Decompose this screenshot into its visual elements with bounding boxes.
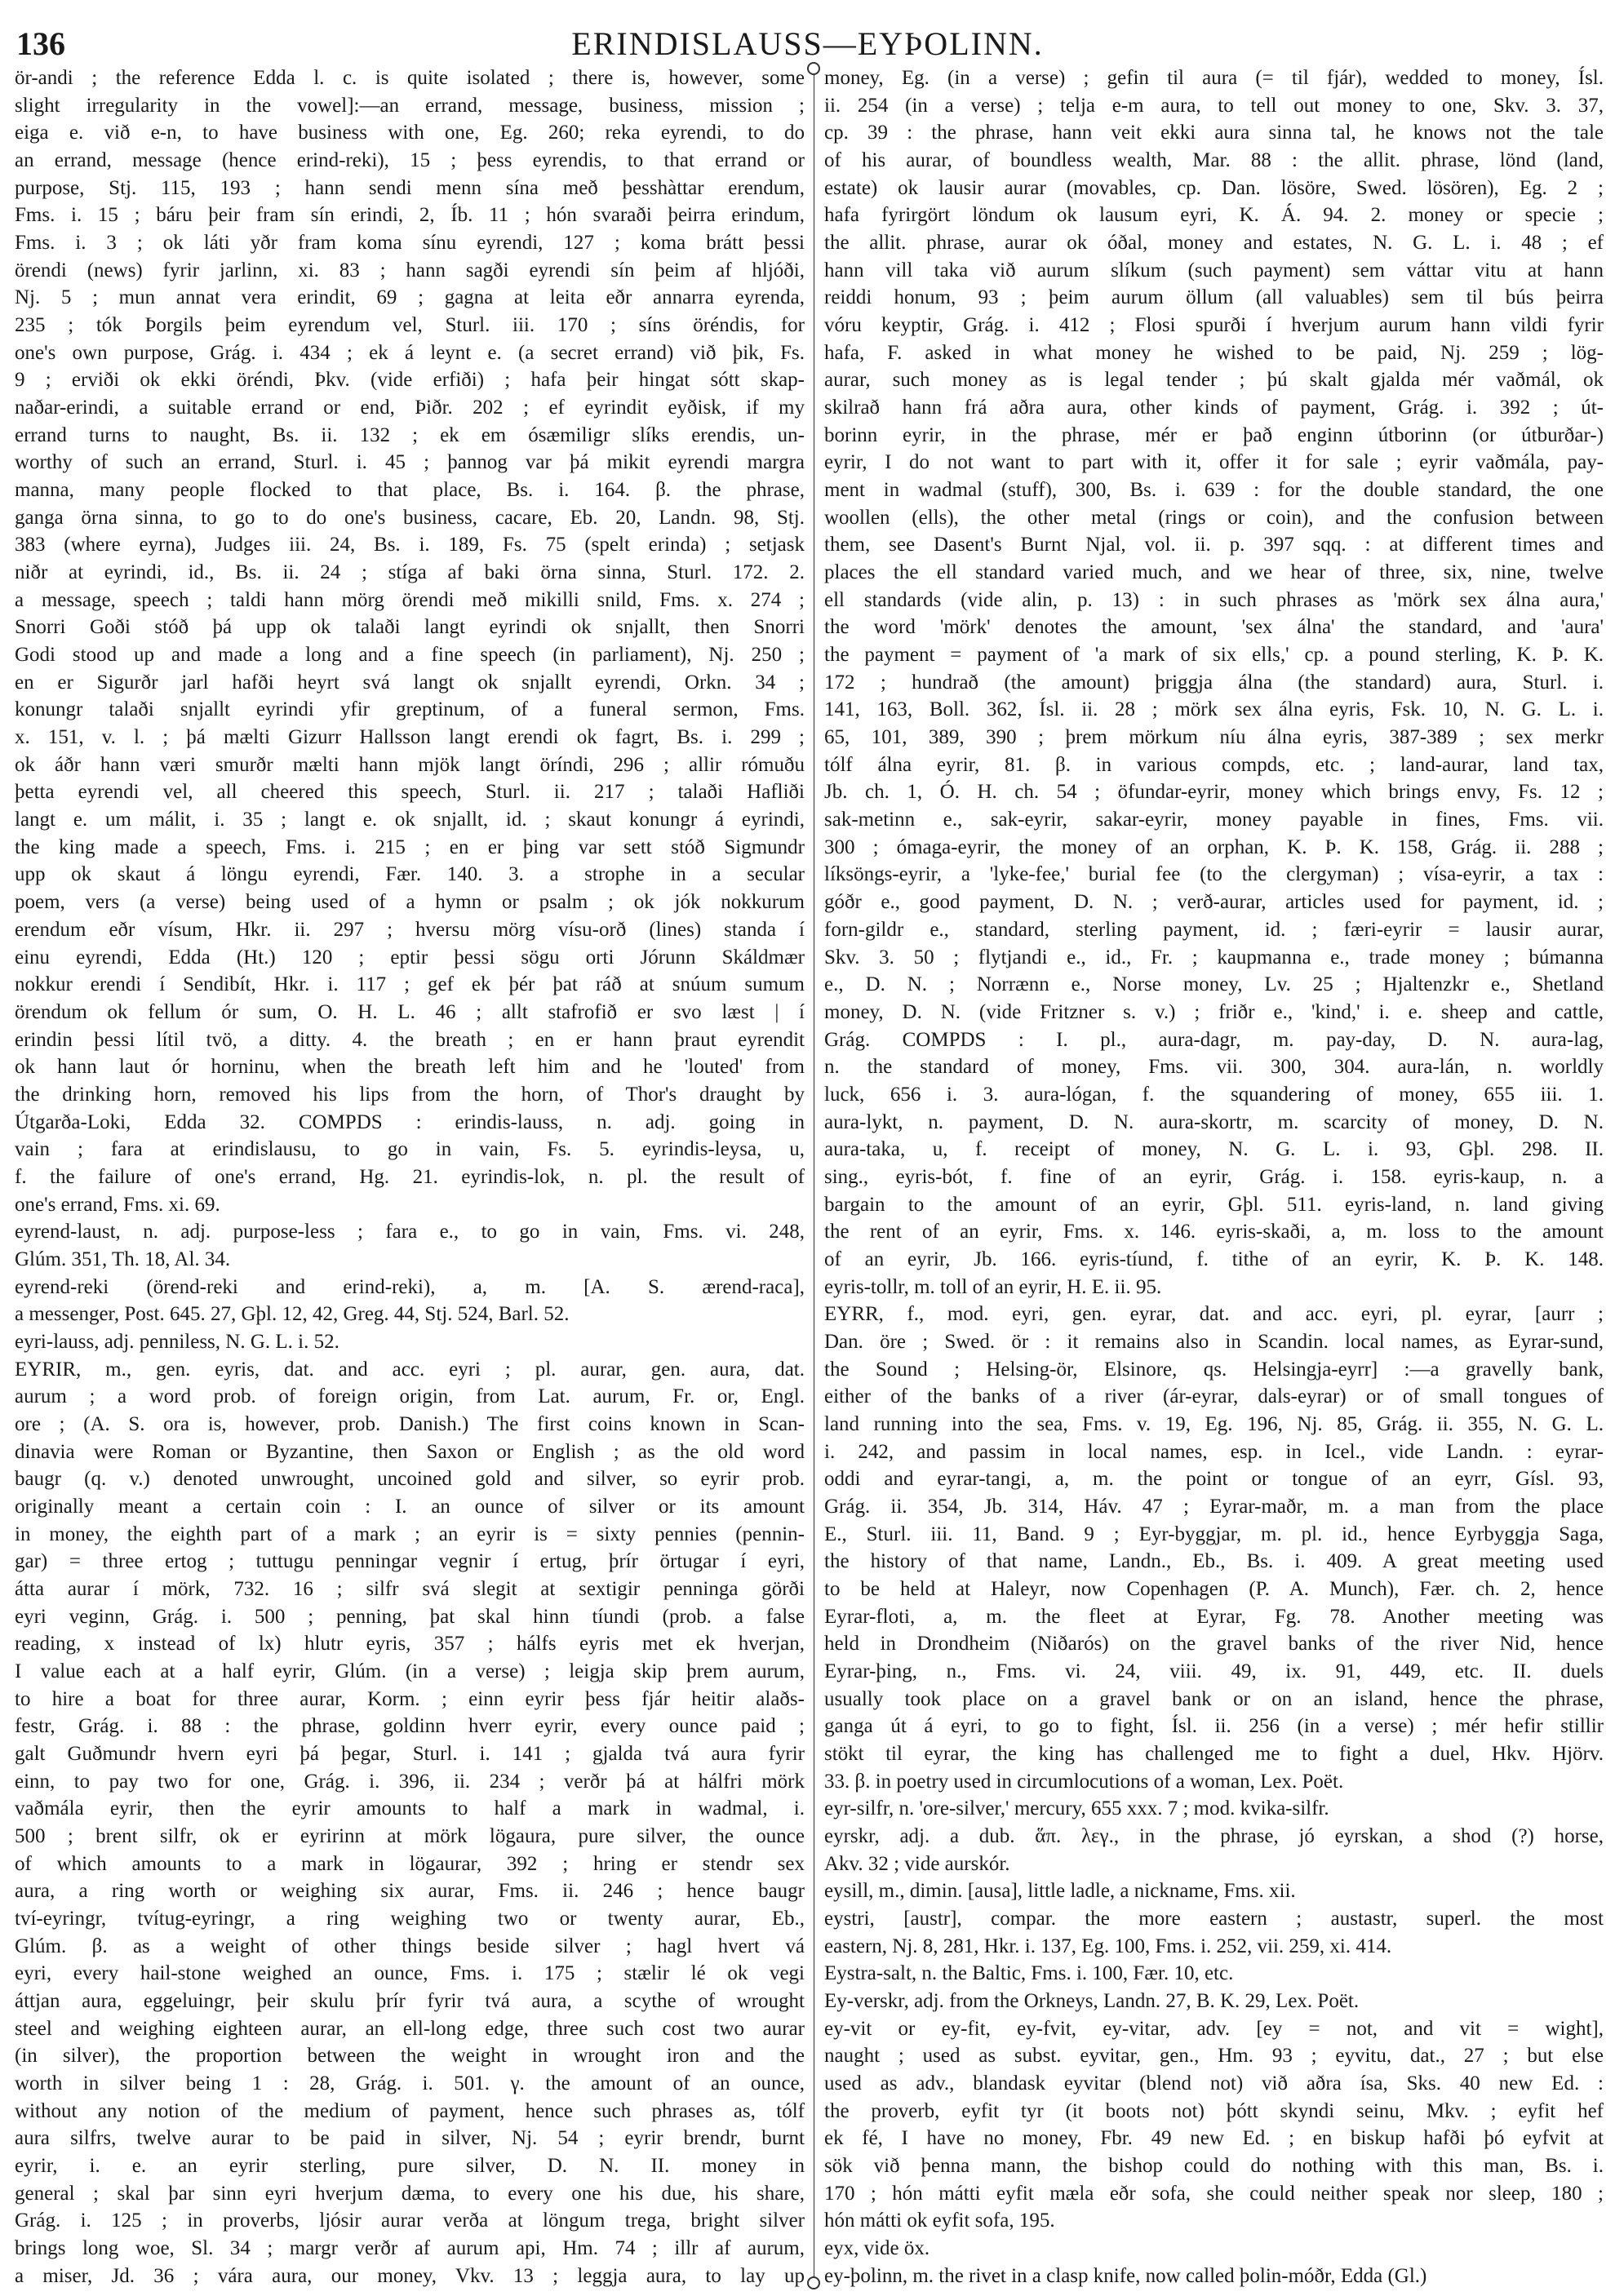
- text-line: Jb. ch. 1, Ó. H. ch. 54 ; öfundar-eyrir, money which brings envy, Fs. 12 ;: [824, 781, 1604, 804]
- text-line: held in Drondheim (Niðarós) on the gravel banks of the river Nid, hence: [824, 1633, 1604, 1656]
- text-line: forn-gildr e., standard, sterling payment, id. ; færi-eyrir = lausir aurar,: [824, 918, 1604, 941]
- text-line: ganga örna sinna, to go to do one's business, cacare, Eb. 20, Landn. 98, Stj.: [15, 506, 805, 529]
- text-line: aura-lykt, n. payment, D. N. aura-skortr, m. scarcity of money, D. N.: [824, 1110, 1604, 1133]
- text-line: góðr e., good payment, D. N. ; verð-aurar, articles used for payment, id. ;: [824, 891, 1604, 914]
- text-line: vain ; fara at erindislausu, to go in vain, Fs. 5. eyrindis-leysa, u,: [15, 1138, 805, 1161]
- text-line: Godi stood up and made a long and a fine speech (in parliament), Nj. 250 ;: [15, 644, 805, 667]
- text-line: eastern, Nj. 8, 281, Hkr. i. 137, Eg. 100, Fms. i. 252, vii. 259, xi. 414.: [824, 1935, 1392, 1957]
- text-line: x. 151, v. l. ; þá mælti Gizurr Hallsson langt erendi ok fagrt, Bs. i. 299 ;: [15, 726, 805, 749]
- text-line: the word 'mörk' denotes the amount, 'sex álna' the standard, and 'aura': [824, 616, 1604, 639]
- text-line: erindin þessi lítil tvö, a ditty. 4. the breath ; en er hann þraut eyrendit: [15, 1028, 805, 1051]
- text-line: eyx, vide öx.: [824, 2237, 930, 2260]
- text-line: ey-vit or ey-fit, ey-fvit, ey-vitar, adv. [ey = not, and vit = wight],: [824, 2017, 1604, 2040]
- page-number: 136: [16, 25, 65, 62]
- text-line: f. the failure of one's errand, Hg. 21. eyrindis-lok, n. pl. the result of: [15, 1165, 805, 1188]
- text-line: 33. β. in poetry used in circumlocutions of a woman, Lex. Poët.: [824, 1770, 1344, 1793]
- text-line: ok áðr hann væri smurðr mælti hann mjök langt öríndi, 296 ; allir rómuðu: [15, 753, 805, 776]
- text-line: e., D. N. ; Norrænn e., Norse money, Lv. 25 ; Hjaltenzkr e., Shetland: [824, 973, 1604, 996]
- text-line: the history of that name, Landn., Eb., Bs. i. 409. A great meeting used: [824, 1550, 1604, 1573]
- text-line: hann vill taka við aurum slíkum (such payment) sem váttar vitu at hann: [824, 259, 1604, 281]
- text-line: ii. 254 (in a verse) ; telja e-m aura, to tell out money to one, Skv. 3. 37,: [824, 94, 1604, 117]
- text-line: Glúm. β. as a weight of other things beside silver ; hagl hvert vá: [15, 1935, 805, 1957]
- text-line: (in silver), the proportion between the weight in wrought iron and the: [15, 2045, 805, 2068]
- text-line: Grág. ii. 354, Jb. 314, Háv. 47 ; Eyrar-maðr, m. a man from the place: [824, 1495, 1604, 1518]
- text-line: dinavia were Roman or Byzantine, then Saxon or English ; as the old word: [15, 1440, 805, 1463]
- text-line: a message, speech ; taldi hann mörg örendi með mikilli snild, Fms. x. 274 ;: [15, 588, 805, 611]
- text-line: en er Sigurðr jarl hafði heyrt svá langt ok snjallt eyrendi, Orkn. 34 ;: [15, 671, 805, 694]
- text-line: either of the banks of a river (ár-eyrar, dals-eyrar) or of small tongues of: [824, 1385, 1604, 1408]
- text-line: niðr at eyrindi, id., Bs. ii. 24 ; stíga af baki örna sinna, Sturl. 172. 2.: [15, 561, 805, 584]
- text-line: hafa, F. asked in what money he wished to be paid, Nj. 259 ; lög-: [824, 341, 1604, 364]
- text-line: one's errand, Fms. xi. 69.: [15, 1193, 220, 1216]
- text-line: Nj. 5 ; mun annat vera erindit, 69 ; gagna at leita eðr annarra eyrenda,: [15, 286, 805, 309]
- text-line: Snorri Goði stóð þá upp ok talaði langt eyrindi ok snjallt, then Snorri: [15, 616, 805, 639]
- text-line: cp. 39 : the phrase, hann veit ekki aura sinna tal, he knows not the tale: [824, 122, 1604, 144]
- text-line: Eyrar-þing, n., Fms. vi. 24, viii. 49, ix. 91, 449, etc. II. duels: [824, 1660, 1604, 1682]
- text-line: Fms. i. 3 ; ok láti yðr fram koma sínu eyrendi, 127 ; koma brátt þessi: [15, 232, 805, 255]
- text-line: the drinking horn, removed his lips from the horn, of Thor's draught by: [15, 1083, 805, 1106]
- text-line: steel and weighing eighteen aurar, an ell-long edge, three such cost two aurar: [15, 2017, 805, 2040]
- text-line: eystri, [austr], compar. the more eastern ; austastr, superl. the most: [824, 1908, 1604, 1930]
- text-line: eyri-lauss, adj. penniless, N. G. L. i. 52.: [15, 1330, 339, 1353]
- text-line: ek fé, I have no money, Fbr. 49 new Ed. ; en biskup hafði þó eyfvit at: [824, 2127, 1604, 2150]
- text-line: eyri veginn, Grág. i. 500 ; penning, þat skal hinn tíundi (prob. a false: [15, 1605, 805, 1628]
- text-line: luck, 656 i. 3. aura-lógan, f. the squandering of money, 655 iii. 1.: [824, 1083, 1604, 1106]
- text-line: vaðmála eyrir, then the eyrir amounts to half a mark in wadmal, i.: [15, 1797, 805, 1820]
- text-line: Dan. öre ; Swed. ör : it remains also in Scandin. local names, as Eyrar-sund,: [824, 1330, 1604, 1353]
- text-line: 383 (where eyrna), Judges iii. 24, Bs. i. 189, Fs. 75 (spelt erinda) ; setjask: [15, 534, 805, 556]
- text-line: baugr (q. v.) denoted unwrought, uncoined gold and silver, so eyrir prob.: [15, 1468, 805, 1491]
- text-line: used as adv., blandask eyvitar (blend not) við aðra ísa, Sks. 40 new Ed. :: [824, 2072, 1604, 2095]
- text-line: einu eyrendi, Edda (Ht.) 120 ; eptir þessi sögu orti Jórunn Skáldmær: [15, 946, 805, 968]
- text-line: eysill, m., dimin. [ausa], little ladle, a nickname, Fms. xii.: [824, 1880, 1296, 1903]
- text-line: to hire a boat for three aurar, Korm. ; einn eyrir þess fjár heitir alaðs-: [15, 1687, 805, 1710]
- text-line: aurar, such money as is legal tender ; þú skalt gjalda mér vaðmál, ok: [824, 369, 1604, 392]
- text-line: tví-eyringr, tvítug-eyringr, a ring weighing two or twenty aurar, Eb.,: [15, 1908, 805, 1930]
- text-line: Grág. i. 125 ; in proverbs, ljósir aurar verða at löngum trega, bright silver: [15, 2210, 805, 2232]
- text-line: of his aurar, of boundless wealth, Mar. 88 : the allit. phrase, lönd (land,: [824, 149, 1604, 172]
- text-line: þetta eyrendi vel, all cheered this speech, Sturl. ii. 217 ; talaði Hafliði: [15, 781, 805, 804]
- text-line: örendi (news) fyrir jarlinn, xi. 83 ; hann sagði eyrendi sín þeim af hljóði,: [15, 259, 805, 281]
- text-line: money, Eg. (in a verse) ; gefin til aura (= til fjár), wedded to money, Ísl.: [824, 67, 1604, 89]
- text-line: worth in silver being 1 : 28, Grág. i. 501. γ. the amount of an ounce,: [15, 2072, 805, 2095]
- text-line: to be held at Haleyr, now Copenhagen (P. A. Munch), Fær. ch. 2, hence: [824, 1577, 1604, 1600]
- text-line: langt e. um málit, i. 35 ; langt e. ok snjallt, id. ; skaut konungr á eyrindi,: [15, 809, 805, 831]
- text-line: galt Guðmundr hvern eyri þá þegar, Sturl. i. 141 ; gjalda tvá aura fyrir: [15, 1742, 805, 1765]
- text-line: hafa fyrirgört löndum ok lausum eyri, K. Á. 94. 2. money or specie ;: [824, 204, 1604, 227]
- text-line: erendum eðr vísum, Hkr. ii. 297 ; hversu mörg vísu-orð (lines) standa í: [15, 918, 805, 941]
- text-line: them, see Dasent's Burnt Njal, vol. ii. p. 397 sqq. : at different times and: [824, 534, 1604, 556]
- text-line: 172 ; hundrað (the amount) þriggja álna (the standard) aura, Sturl. i.: [824, 671, 1604, 694]
- text-line: sing., eyris-bót, f. fine of an eyrir, Grág. i. 158. eyris-kaup, n. a: [824, 1165, 1604, 1188]
- text-line: Eyrar-floti, a, m. the fleet at Eyrar, Fg. 78. Another meeting was: [824, 1605, 1604, 1628]
- text-line: brings long woe, Sl. 34 ; margr verðr af aurum api, Hm. 74 ; illr af aurum,: [15, 2237, 805, 2260]
- text-line: of which amounts to a mark in lögaurar, 392 ; hring er stendr sex: [15, 1852, 805, 1875]
- text-line: eyri, every hail-stone weighed an ounce, Fms. i. 175 ; stælir lé ok vegi: [15, 1962, 805, 1985]
- text-line: einn, to pay two for one, Grág. i. 396, ii. 234 ; verðr þá at hálfri mörk: [15, 1770, 805, 1793]
- text-line: reiddi honum, 93 ; þeim aurum öllum (all valuables) sem til bús þeirra: [824, 286, 1604, 309]
- text-line: eyrir, i. e. an eyrir sterling, pure silver, D. N. II. money in: [15, 2155, 805, 2178]
- text-line: the allit. phrase, aurar ok óðal, money and estates, N. G. L. i. 48 ; ef: [824, 232, 1604, 255]
- text-line: sak-metinn e., sak-eyrir, sakar-eyrir, money payable in fines, Fms. vii.: [824, 809, 1604, 831]
- text-line: slight irregularity in the vowel]:—an errand, message, business, mission ;: [15, 94, 805, 117]
- text-line: nokkur erendi í Sendibít, Hkr. i. 117 ; gef ek þér þat ráð at snúum sumum: [15, 973, 805, 996]
- text-line: Fms. i. 15 ; báru þeir fram sín erindi, 2, Íb. 11 ; hón svaraði þeirra erindum,: [15, 204, 805, 227]
- text-line: reading, x instead of lx) hlutr eyris, 357 ; hálfs eyris met ek hverjan,: [15, 1633, 805, 1656]
- text-line: n. the standard of money, Fms. vii. 300, 304. aura-lán, n. worldly: [824, 1056, 1604, 1079]
- text-line: ok hann laut ór horninu, when the breath left him and he 'louted' from: [15, 1056, 805, 1079]
- text-line: Ey-verskr, adj. from the Orkneys, Landn. 27, B. K. 29, Lex. Poët.: [824, 1990, 1360, 2013]
- text-line: ore ; (A. S. ora is, however, prob. Danish.) The first coins known in Scan-: [15, 1412, 805, 1435]
- text-line: of an eyrir, Jb. 166. eyris-tíund, f. tithe of an eyrir, K. Þ. K. 148.: [824, 1248, 1604, 1270]
- text-line: eyr-silfr, n. 'ore-silver,' mercury, 655 xxx. 7 ; mod. kvika-silfr.: [824, 1797, 1329, 1820]
- text-line: originally meant a certain coin : I. an ounce of silver or its amount: [15, 1495, 805, 1518]
- text-line: general ; skal þar sinn eyri hverjum dæma, to every one his due, his share,: [15, 2182, 805, 2205]
- text-line: in money, the eighth part of a mark ; an eyrir is = sixty pennies (pennin-: [15, 1523, 805, 1545]
- divider-ornament-bottom-icon: [807, 2276, 820, 2289]
- text-line: one's own purpose, Grág. i. 434 ; ek á leynt e. (a secret errand) við þik, Fs.: [15, 341, 805, 364]
- text-line: líksöngs-eyrir, a 'lyke-fee,' burial fee (to the clergyman) ; vísa-eyrir, a tax :: [824, 863, 1604, 886]
- text-line: naðar-erindi, a suitable errand or end, Þiðr. 202 ; ef eyrindit eyðisk, if my: [15, 397, 805, 419]
- text-line: without any notion of the medium of payment, hence such phrases as, tólf: [15, 2099, 805, 2122]
- text-line: 170 ; hón mátti eyfit mæla eðr sofa, she could neither speak nor sleep, 180 ;: [824, 2182, 1604, 2205]
- text-line: Akv. 32 ; vide aurskór.: [824, 1852, 1010, 1875]
- text-line: 300 ; ómaga-eyrir, the money of an orphan, K. Þ. K. 158, Grág. ii. 288 ;: [824, 836, 1604, 858]
- text-line: usually took place on a gravel bank or on an island, hence the phrase,: [824, 1687, 1604, 1710]
- text-line: eyrend-reki (örend-reki and erind-reki), a, m. [A. S. ærend-raca],: [15, 1275, 805, 1298]
- text-line: ey-þolinn, m. the rivet in a clasp knife, now called þolin-móðr, Edda (Gl.): [824, 2264, 1427, 2287]
- text-line: eiga e. við e-n, to have business with one, Eg. 260; reka eyrendi, to do: [15, 122, 805, 144]
- text-line: purpose, Stj. 115, 193 ; hann sendi menn sína með þesshàttar erendum,: [15, 176, 805, 199]
- text-line: borinn eyrir, in the phrase, mér er það enginn útborinn (or útburðar-): [824, 423, 1604, 446]
- text-line: hón mátti ok eyfit sofa, 195.: [824, 2210, 1055, 2232]
- right-column: [824, 65, 1604, 2289]
- text-line: EYRIR, m., gen. eyris, dat. and acc. eyri ; pl. aurar, gen. aura, dat.: [15, 1358, 805, 1381]
- text-line: aura-taka, u, f. receipt of money, N. G. L. i. 93, Gþl. 298. II.: [824, 1138, 1604, 1161]
- text-line: ment in wadmal (stuff), 300, Bs. i. 639 : for the double standard, the one: [824, 479, 1604, 502]
- text-line: festr, Grág. i. 88 : the phrase, goldinn hverr eyrir, every ounce paid ;: [15, 1715, 805, 1738]
- text-line: estate) ok lausir aurar (movables, cp. Dan. lösöre, Swed. lösören), Eg. 2 ;: [824, 176, 1604, 199]
- text-line: sök við þenna mann, the bishop could do nothing with this man, Bs. i.: [824, 2155, 1604, 2178]
- text-line: aura silfrs, twelve aurar to be paid in silver, Nj. 54 ; eyrir brendr, burnt: [15, 2127, 805, 2150]
- text-line: Skv. 3. 50 ; flytjandi e., id., Fr. ; kaupmanna e., trade money ; búmanna: [824, 946, 1604, 968]
- text-line: worthy of such an errand, Sturl. i. 45 ; þannog var þá mikit eyrendi margra: [15, 451, 805, 474]
- text-line: 141, 163, Boll. 362, Ísl. ii. 28 ; mörk sex álna eyris, Fsk. 10, N. G. L. i.: [824, 698, 1604, 721]
- text-line: money, D. N. (vide Fritzner s. v.) ; friðr e., 'kind,' i. e. sheep and cattle,: [824, 1000, 1604, 1023]
- text-line: places the ell standard varied much, and we hear of three, six, nine, twelve: [824, 561, 1604, 584]
- text-line: eyris-tollr, m. toll of an eyrir, H. E. ii. 95.: [824, 1275, 1162, 1298]
- text-line: woollen (ells), the other metal (rings or coin), and the confusion between: [824, 506, 1604, 529]
- text-line: the king made a speech, Fms. i. 215 ; en er þing var sett stóð Sigmundr: [15, 836, 805, 858]
- text-line: 9 ; erviði ok ekki öréndi, Þkv. (vide erfiði) ; hafa þeir hingat sótt skap-: [15, 369, 805, 392]
- text-line: poem, vers (a verse) being used of a hymn or psalm ; ok jók nokkurum: [15, 891, 805, 914]
- text-line: ganga út á eyri, to go to fight, Ísl. ii. 256 (in a verse) ; mér hefir stillir: [824, 1715, 1604, 1738]
- left-column: [15, 65, 805, 2289]
- text-line: eyrskr, adj. a dub. ἅπ. λεγ., in the phrase, jó eyrskan, a shod (?) horse,: [824, 1825, 1604, 1847]
- text-line: eyrend-laust, n. adj. purpose-less ; fara e., to go in vain, Fms. vi. 248,: [15, 1221, 805, 1243]
- text-line: a messenger, Post. 645. 27, Gþl. 12, 42, Greg. 44, Stj. 524, Barl. 52.: [15, 1303, 570, 1326]
- text-line: aurum ; a word prob. of foreign origin, from Lat. aurum, Fr. or, Engl.: [15, 1385, 805, 1408]
- text-line: 65, 101, 389, 390 ; þrem mörkum níu álna eyris, 387-389 ; sex merkr: [824, 726, 1604, 749]
- text-line: the proverb, eyfit tyr (it boots not) þótt skyndi seinu, Mkv. ; eyfit hef: [824, 2099, 1604, 2122]
- text-line: skilrað hann frá aðra aura, other kinds of payment, Grág. i. 392 ; út-: [824, 397, 1604, 419]
- text-line: the Sound ; Helsing-ör, Elsinore, qs. Helsingja-eyrr] :—a gravelly bank,: [824, 1358, 1604, 1381]
- text-line: konungr talaði snjallt eyrindi yfir greptinum, of a funeral sermon, Fms.: [15, 698, 805, 721]
- text-line: a miser, Jd. 36 ; vára aura, our money, Vkv. 13 ; leggja aura, to lay up: [15, 2264, 805, 2287]
- text-line: ör-andi ; the reference Edda l. c. is quite isolated ; there is, however, some: [15, 67, 805, 89]
- text-line: bargain to the amount of an eyrir, Gþl. 511. eyris-land, n. land giving: [824, 1193, 1604, 1216]
- text-line: vóru keyptir, Grág. i. 412 ; Flosi spurði í hverjum aurum hann vildi fyrir: [824, 314, 1604, 337]
- text-line: i. 242, and passim in local names, esp. in Icel., vide Landn. : eyrar-: [824, 1440, 1604, 1463]
- text-line: tólf álna eyrir, 81. β. in various compds, etc. ; land-aurar, land tax,: [824, 753, 1604, 776]
- text-line: Grág. COMPDS : I. pl., aura-dagr, m. pay-day, D. N. aura-lag,: [824, 1028, 1604, 1051]
- text-line: EYRR, f., mod. eyri, gen. eyrar, dat. and acc. eyri, pl. eyrar, [aurr ;: [824, 1303, 1604, 1326]
- text-line: E., Sturl. iii. 11, Band. 9 ; Eyr-byggjar, m. pl. id., hence Eyrbyggja Saga,: [824, 1523, 1604, 1545]
- text-line: manna, many people flocked to that place, Bs. i. 164. β. the phrase,: [15, 479, 805, 502]
- text-line: Eystra-salt, n. the Baltic, Fms. i. 100, Fær. 10, etc.: [824, 1962, 1234, 1985]
- divider-ornament-top-icon: [807, 62, 820, 75]
- text-line: the payment = payment of 'a mark of six ells,' cp. a pound sterling, K. Þ. K.: [824, 644, 1604, 667]
- text-line: the rent of an eyrir, Fms. x. 146. eyris-skaði, a, m. loss to the amount: [824, 1221, 1604, 1243]
- text-line: naught ; used as subst. eyvitar, gen., Hm. 93 ; eyvitu, dat., 27 ; but else: [824, 2045, 1604, 2068]
- page-title: ERINDISLAUSS—EYÞOLINN.: [571, 25, 1044, 62]
- text-line: an errand, message (hence erind-reki), 15 ; þess eyrendis, to that errand or: [15, 149, 805, 172]
- text-line: 500 ; brent silfr, ok er eyririnn at mörk lögaura, pure silver, the ounce: [15, 1825, 805, 1847]
- text-line: áttjan aura, eggeluingr, þeir skulu þrír fyrir tvá aura, a scythe of wrought: [15, 1990, 805, 2013]
- text-line: eyrir, I do not want to part with it, offer it for sale ; eyrir vaðmála, pay-: [824, 451, 1604, 474]
- text-line: Glúm. 351, Th. 18, Al. 34.: [15, 1248, 231, 1270]
- text-line: upp ok skaut á löngu eyrendi, Fær. 140. 3. a strophe in a secular: [15, 863, 805, 886]
- text-line: átta aurar í mörk, 732. 16 ; silfr svá slegit at sextigir penninga görði: [15, 1577, 805, 1600]
- text-line: 235 ; tók Þorgils þeim eyrendum vel, Sturl. iii. 170 ; síns öréndis, for: [15, 314, 805, 337]
- text-line: örendum ok fellum ór sum, O. H. L. 46 ; allt stafrofið er svo læst | í: [15, 1000, 805, 1023]
- text-line: stökt til eyrar, the king has challenged me to fight a duel, Hkv. Hjörv.: [824, 1742, 1604, 1765]
- text-line: gar) = three ertog ; tuttugu penningar vegnir í ertug, þrír örtugar í eyri,: [15, 1550, 805, 1573]
- text-line: land running into the sea, Fms. v. 19, Eg. 196, Nj. 85, Grág. ii. 355, N. G. L.: [824, 1412, 1604, 1435]
- text-line: I value each at a half eyrir, Glúm. (in a verse) ; leigja skip þrem aurum,: [15, 1660, 805, 1682]
- text-line: oddi and eyrar-tangi, a, m. the point or tongue of an eyrr, Gísl. 93,: [824, 1468, 1604, 1491]
- text-line: Útgarða-Loki, Edda 32. COMPDS : erindis-lauss, n. adj. going in: [15, 1110, 805, 1133]
- text-line: aura, a ring worth or weighing six aurar, Fms. ii. 246 ; hence baugr: [15, 1880, 805, 1903]
- text-line: ell standards (vide alin, p. 13) : in such phrases as 'mörk sex álna aura,': [824, 588, 1604, 611]
- text-line: errand turns to naught, Bs. ii. 132 ; ek em ósæmiligr slíks erendis, un-: [15, 423, 805, 446]
